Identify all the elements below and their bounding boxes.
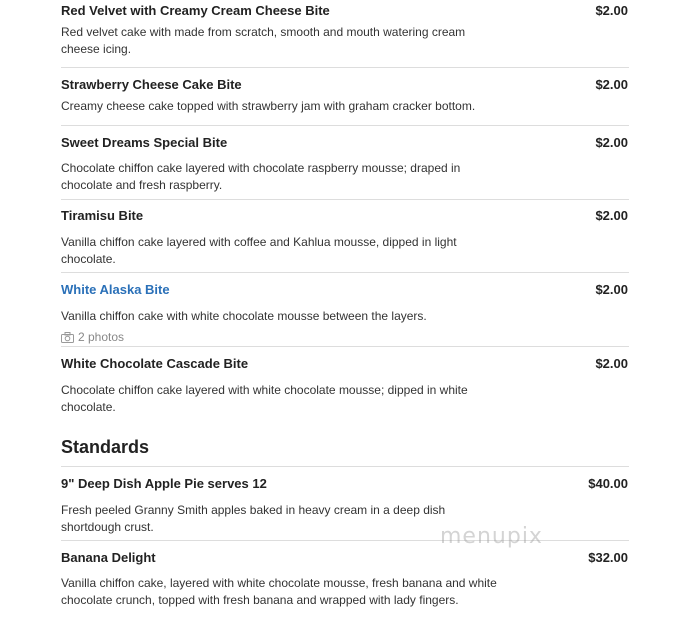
item-price: $2.00 <box>595 3 628 18</box>
menu-item <box>61 466 629 540</box>
item-price: $2.00 <box>595 282 628 297</box>
item-price: $2.00 <box>595 356 628 371</box>
item-name: 9" Deep Dish Apple Pie serves 12 <box>61 476 267 491</box>
photos-link[interactable] <box>61 329 124 345</box>
item-price: $40.00 <box>588 476 628 491</box>
item-description: Chocolate chiffon cake layered with white chocolate mousse; dipped in white chocolate. <box>61 383 468 414</box>
photos-count: 2 photos <box>78 330 125 344</box>
item-name: Banana Delight <box>61 550 156 565</box>
camera-icon <box>61 332 74 343</box>
item-description: Fresh peeled Granny Smith apples baked in heavy cream in a deep dish shortdough crust. <box>61 503 446 534</box>
menu-item <box>61 540 629 618</box>
item-description: Vanilla chiffon cake with white chocolate mousse between the layers. <box>61 309 427 323</box>
item-price: $2.00 <box>595 208 628 223</box>
item-description: Red velvet cake with made from scratch, smooth and mouth watering cream cheese icing. <box>61 25 466 56</box>
item-name: Red Velvet with Creamy Cream Cheese Bite <box>61 3 330 18</box>
menu-item <box>61 67 629 125</box>
item-name: Strawberry Cheese Cake Bite <box>61 77 242 92</box>
item-name: Sweet Dreams Special Bite <box>61 135 228 150</box>
item-price: $32.00 <box>588 550 628 565</box>
watermark-logo: menupix <box>440 524 543 549</box>
item-price: $2.00 <box>595 135 628 150</box>
item-description: Chocolate chiffon cake layered with chocolate raspberry mousse; draped in chocolate and fresh raspberry. <box>61 161 461 192</box>
item-name-link[interactable]: White Alaska Bite <box>61 282 170 297</box>
menu-item <box>61 125 629 199</box>
item-description: Vanilla chiffon cake layered with coffee and Kahlua mousse, dipped in light chocolate. <box>61 235 457 266</box>
section-title: Standards <box>61 437 150 457</box>
item-description: Vanilla chiffon cake, layered with white chocolate mousse, fresh banana and white chocolate crunch, topped with fresh banana and wrapped with lady fingers. <box>61 576 497 607</box>
menu-item <box>61 0 629 67</box>
item-name: White Chocolate Cascade Bite <box>61 356 249 371</box>
item-name: Tiramisu Bite <box>61 208 144 223</box>
item-description: Creamy cheese cake topped with strawberry jam with graham cracker bottom. <box>61 99 476 113</box>
menu-item <box>61 199 629 272</box>
menu-item <box>61 272 629 346</box>
menu-item <box>61 346 629 420</box>
item-price: $2.00 <box>595 77 628 92</box>
